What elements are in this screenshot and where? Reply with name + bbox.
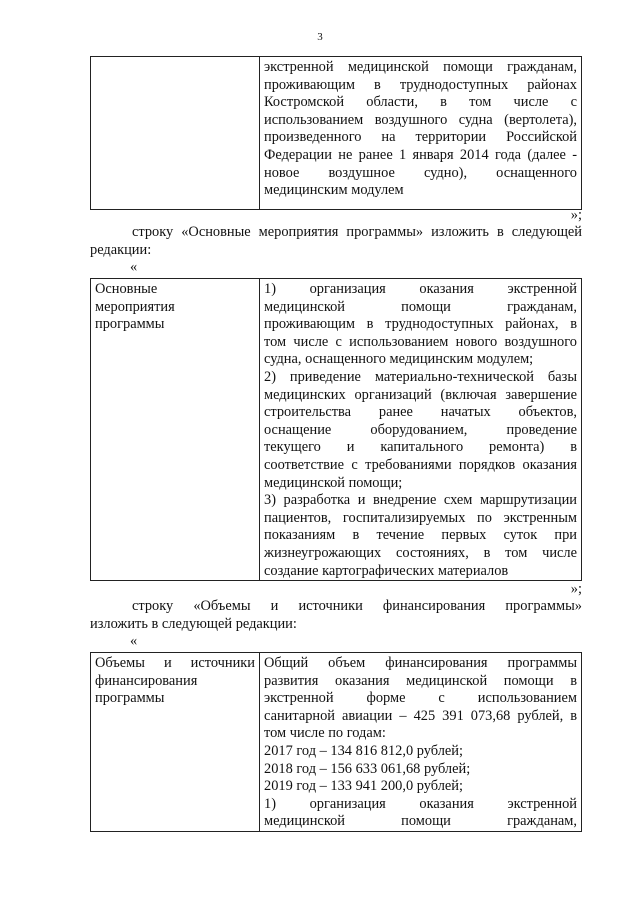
- table-financing: [90, 652, 582, 832]
- opening-quote: «: [130, 259, 138, 275]
- table2-line: текущего и капитального ремонта) в: [264, 439, 577, 456]
- table1-line: Федерации не ранее 1 января 2014 года (далее -: [264, 146, 577, 163]
- closing-quote: »;: [570, 581, 582, 597]
- table1-line: экстренной медицинской помощи гражданам,: [264, 59, 577, 75]
- table3-line: экстренной форме с использованием: [264, 690, 577, 707]
- table-fragment-continued: [90, 56, 582, 210]
- table3-line: 2017 год – 134 816 812,0 рублей;: [264, 742, 464, 759]
- table1-left-cell: [91, 57, 260, 210]
- table2-line: жизнеугрожающих состояниях, в том числе: [264, 544, 577, 561]
- table2-line: соответствие с требованиями порядков оказания: [264, 456, 577, 473]
- paragraph-line: строку «Основные мероприятия программы» изложить в следующей: [132, 224, 582, 240]
- closing-quote: »;: [570, 207, 582, 223]
- table2-line: 1) организация оказания экстренной: [264, 281, 577, 297]
- paragraph-line: строку «Объемы и источники финансирования программы»: [132, 598, 582, 614]
- table3-line: развития оказания медицинской помощи в: [264, 672, 577, 689]
- table3-line: том числе по годам:: [264, 725, 386, 742]
- table2-label-line: мероприятия: [95, 298, 175, 315]
- table3-line: Общий объем финансирования программы: [264, 655, 577, 671]
- table3-label-line: Объемы и источники: [95, 655, 255, 671]
- table1-line: Костромской области, в том числе с: [264, 94, 577, 111]
- opening-quote: «: [130, 633, 138, 649]
- table3-label-line: программы: [95, 690, 165, 707]
- table2-line: 2) приведение материально-технической базы: [264, 368, 577, 385]
- table2-line: создание картографических материалов: [264, 562, 509, 579]
- table3-line: 2018 год – 156 633 061,68 рублей;: [264, 760, 471, 777]
- table2-line: пациентов, госпитализируемых по экстренным: [264, 509, 577, 526]
- table2-left-cell: [91, 279, 260, 581]
- table3-label-line: финансирования: [95, 672, 198, 689]
- table2-line: медицинской помощи гражданам,: [264, 298, 577, 315]
- table2-line: показаниям в течение первых суток при: [264, 527, 577, 544]
- table2-line: 3) разработка и внедрение схем маршрутизации: [264, 492, 577, 509]
- table2-label-line: Основные: [95, 281, 158, 297]
- table-main-activities: [90, 278, 582, 581]
- table2-line: том числе с использованием нового воздушного: [264, 333, 577, 350]
- table3-right-cell: [260, 653, 582, 832]
- table1-line: произведенного на территории Российской: [264, 129, 577, 146]
- table2-line: медицинской помощи;: [264, 474, 403, 491]
- table3-left-cell: [91, 653, 260, 832]
- table2-line: судна, оснащенного медицинским модулем;: [264, 351, 534, 368]
- table1-line: проживающим в труднодоступных районах: [264, 76, 577, 93]
- table2-line: оснащение оборудованием, проведение: [264, 421, 577, 438]
- table1-line: медицинским модулем: [264, 182, 404, 199]
- table1-line: новое воздушное судно), оснащенного: [264, 164, 577, 181]
- table3-line: медицинской помощи гражданам,: [264, 813, 577, 830]
- table1-right-cell: [260, 57, 582, 210]
- table3-line: 1) организация оказания экстренной: [264, 795, 577, 812]
- paragraph-line: редакции:: [90, 241, 152, 258]
- instruction-paragraph-1: [90, 224, 582, 259]
- table2-line: строительства ранее начатых объектов,: [264, 404, 577, 421]
- table2-line: проживающим в труднодоступных районах, в: [264, 316, 577, 333]
- table2-label-line: программы: [95, 316, 165, 333]
- page-number: 3: [317, 31, 323, 43]
- table1-line: использованием воздушного судна (вертолета),: [264, 111, 577, 128]
- paragraph-line: изложить в следующей редакции:: [90, 615, 297, 632]
- table3-line: санитарной авиации – 425 391 073,68 рублей, в: [264, 707, 577, 724]
- table2-right-cell: [260, 279, 582, 581]
- table3-line: 2019 год – 133 941 200,0 рублей;: [264, 778, 464, 795]
- instruction-paragraph-2: [90, 598, 582, 633]
- table2-line: медицинских организаций (включая завершение: [264, 386, 577, 403]
